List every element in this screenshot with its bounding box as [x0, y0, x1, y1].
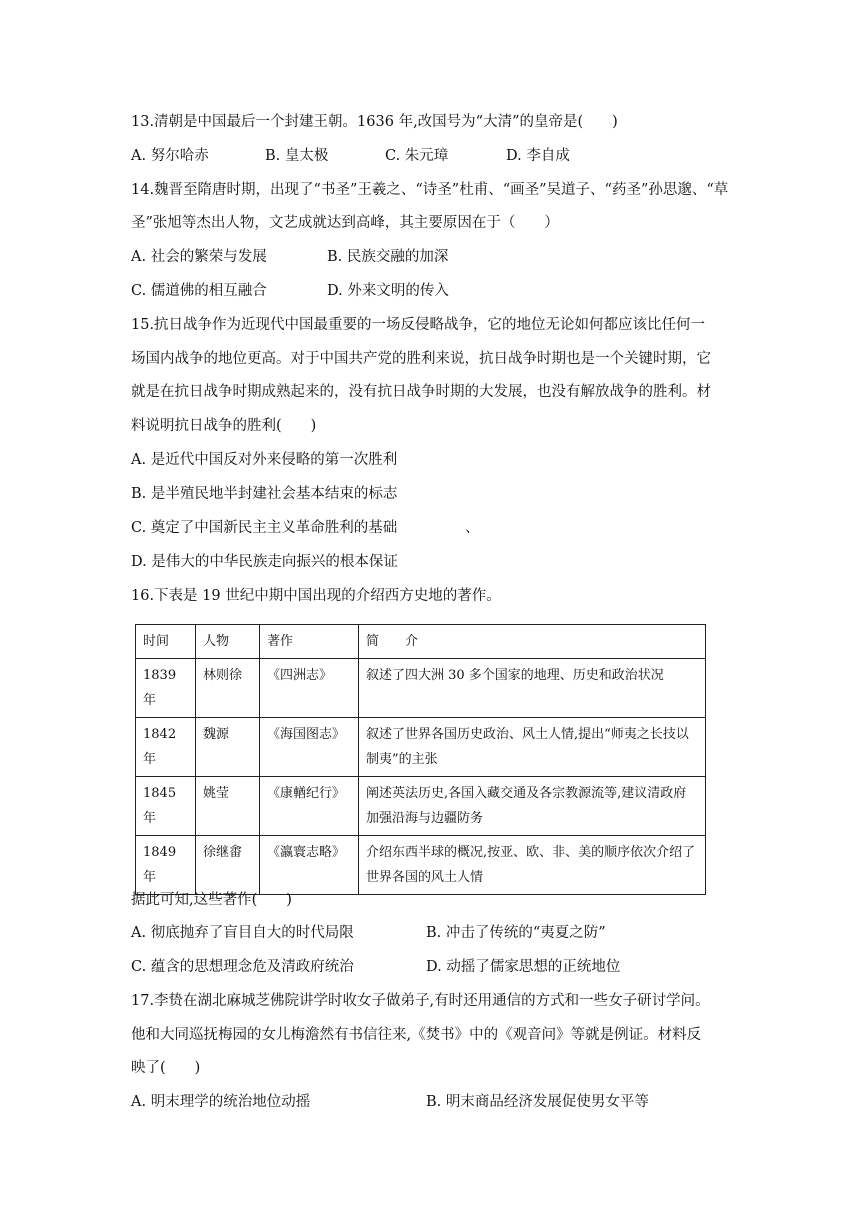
header-person: 人物 — [196, 625, 260, 659]
cell-summary: 介绍东西半球的概况,按亚、欧、非、美的顺序依次介绍了世界各国的风土人情 — [359, 836, 706, 895]
question-16-option-c: C. 蕴含的思想理念危及清政府统治 — [131, 959, 354, 975]
question-15-stem-line: 场国内战争的地位更高。对于中国共产党的胜利来说，抗日战争时期也是一个关键时期，它 — [131, 351, 711, 367]
cell-time: 1849 年 — [136, 836, 196, 895]
cell-summary: 阐述英法历史,各国入藏交通及各宗教源流等,建议清政府加强沿海与边疆防务 — [359, 777, 706, 836]
cell-work: 《四洲志》 — [260, 659, 359, 718]
question-17-option-a: A. 明末理学的统治地位动摇 — [131, 1094, 311, 1110]
question-14-option-a: A. 社会的繁荣与发展 — [131, 249, 267, 265]
cell-person: 徐继畬 — [196, 836, 260, 895]
question-13-option-c: C. 朱元璋 — [385, 148, 449, 164]
cell-time: 1842 年 — [136, 718, 196, 777]
cell-summary: 叙述了世界各国历史政治、风土人情,提出“师夷之长技以制夷”的主张 — [359, 718, 706, 777]
question-15-option-c: C. 奠定了中国新民主主义革命胜利的基础 — [131, 520, 398, 536]
question-14-option-b: B. 民族交融的加深 — [327, 249, 449, 265]
question-13-stem: 13.清朝是中国最后一个封建王朝。1636 年,改国号为“大清”的皇帝是( ) — [131, 114, 618, 130]
stray-mark: 、 — [465, 520, 480, 536]
cell-person: 魏源 — [196, 718, 260, 777]
question-17-option-b: B. 明末商品经济发展促使男女平等 — [426, 1094, 649, 1110]
cell-time: 1845 年 — [136, 777, 196, 836]
cell-work: 《康輶纪行》 — [260, 777, 359, 836]
question-14-stem-line: 14.魏晋至隋唐时期，出现了“书圣”王羲之、“诗圣”杜甫、“画圣”吴道子、“药圣”孙思邈、“草 — [131, 182, 729, 198]
cell-work: 《海国图志》 — [260, 718, 359, 777]
cell-person: 姚莹 — [196, 777, 260, 836]
question-13-option-a: A. 努尔哈赤 — [131, 148, 209, 164]
question-17-stem-line: 17.李贽在湖北麻城芝佛院讲学时收女子做弟子,有时还用通信的方式和一些女子研讨学问。 — [131, 993, 710, 1009]
header-summary: 简 介 — [359, 625, 706, 659]
question-15-option-b: B. 是半殖民地半封建社会基本结束的标志 — [131, 486, 398, 502]
question-15-option-d: D. 是伟大的中华民族走向振兴的根本保证 — [131, 554, 398, 570]
header-time: 时间 — [136, 625, 196, 659]
question-15-option-a: A. 是近代中国反对外来侵略的第一次胜利 — [131, 452, 398, 468]
table-row — [136, 659, 706, 718]
question-16-option-d: D. 动摇了儒家思想的正统地位 — [426, 959, 621, 975]
question-14-stem-line: 圣”张旭等杰出人物，文艺成就达到高峰，其主要原因在于（ ） — [131, 215, 559, 231]
cell-summary: 叙述了四大洲 30 多个国家的地理、历史和政治状况 — [359, 659, 706, 718]
question-16-option-b: B. 冲击了传统的“夷夏之防” — [426, 925, 606, 941]
cell-person: 林则徐 — [196, 659, 260, 718]
cell-time: 1839 年 — [136, 659, 196, 718]
question-17-stem-line: 映了( ) — [131, 1060, 201, 1076]
question-13-option-b: B. 皇太极 — [265, 148, 329, 164]
table-row — [136, 777, 706, 836]
header-work: 著作 — [260, 625, 359, 659]
history-books-table — [135, 624, 706, 895]
question-13-option-d: D. 李自成 — [506, 148, 570, 164]
question-14-option-c: C. 儒道佛的相互融合 — [131, 283, 267, 299]
question-16-option-a: A. 彻底抛弃了盲目自大的时代局限 — [131, 925, 354, 941]
question-16-followup: 据此可知,这些著作( ) — [131, 892, 292, 908]
question-15-stem-line: 就是在抗日战争时期成熟起来的，没有抗日战争时期的大发展，也没有解放战争的胜利。材 — [131, 384, 711, 400]
question-15-stem-line: 15.抗日战争作为近现代中国最重要的一场反侵略战争，它的地位无论如何都应该比任何一 — [131, 317, 706, 333]
table-header-row — [136, 625, 706, 659]
question-16-stem: 16.下表是 19 世纪中期中国出现的介绍西方史地的著作。 — [131, 588, 501, 604]
table-row — [136, 718, 706, 777]
question-15-stem-line: 料说明抗日战争的胜利( ) — [131, 418, 317, 434]
table-row — [136, 836, 706, 895]
cell-work: 《瀛寰志略》 — [260, 836, 359, 895]
question-17-stem-line: 他和大同巡抚梅园的女儿梅澹然有书信往来,《焚书》中的《观音问》等就是例证。材料反 — [131, 1027, 702, 1043]
question-14-option-d: D. 外来文明的传入 — [327, 283, 449, 299]
